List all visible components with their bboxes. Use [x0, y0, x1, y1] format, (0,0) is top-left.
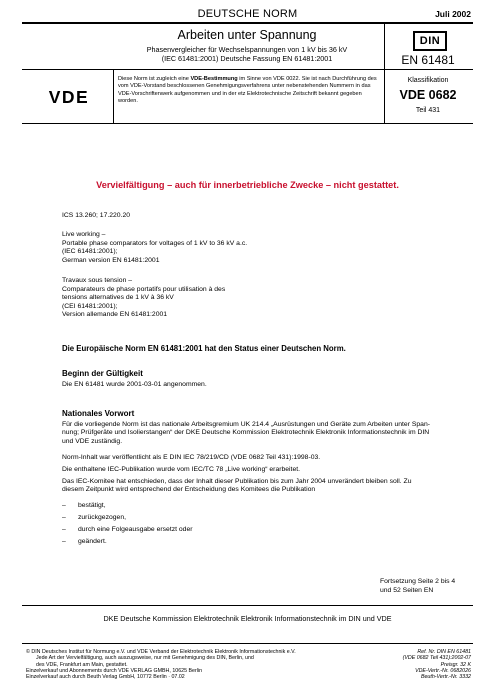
- bullet-text: durch eine Folgeausgabe ersetzt oder: [78, 526, 193, 533]
- french-line: Comparateurs de phase portatifs pour utilisation à des: [62, 285, 226, 293]
- bullet-dash: –: [62, 538, 66, 545]
- vorwort-paragraph-4: [62, 478, 457, 495]
- copyright-line: des VDE, Frankfurt am Main, gestattet.: [36, 661, 128, 668]
- vorwort-line: nung; Prüfgeräte und Isolierstangen“ der DKE Deutsche Kommission Elektrotechnik Elektronik Informationstechnik im DIN: [62, 429, 430, 437]
- french-line: (CEI 61481:2001);: [62, 302, 118, 310]
- din-standard-number: EN 61481: [401, 53, 455, 67]
- reference-line: (VDE 0682 Teil 431):2002-07: [402, 655, 471, 662]
- vorwort-paragraph-1: [62, 421, 457, 446]
- english-title-block: [62, 231, 442, 265]
- copyright-line: © DIN Deutsches Institut für Normung e.V. und VDE Verband der Elektrotechnik Elektronik Informationstechnik e.V.: [26, 649, 296, 655]
- reference-line: Beuth-Vertr.-Nr. 3332: [420, 674, 471, 681]
- reference-line: Preisgr. 32 K: [440, 661, 471, 668]
- header-rule-middle: [22, 69, 473, 70]
- vorwort-line: und VDE zuständig.: [62, 437, 123, 445]
- subtitle-line-1: Phasenvergleicher für Wechselspannungen von 1 kV bis 36 kV: [146, 45, 348, 54]
- list-item: [62, 502, 106, 509]
- vde-logo-divider: [113, 70, 114, 123]
- vde-notice-text: [118, 76, 383, 106]
- english-line: German version EN 61481:2001: [62, 256, 160, 264]
- reference-line: VDE-Vertr.-Nr. 0682026: [415, 667, 471, 674]
- subtitle-line-2: (IEC 61481:2001) Deutsche Fassung EN 61481:2001: [161, 54, 333, 64]
- french-line: Travaux sous tension –: [62, 277, 133, 284]
- vde-number: VDE 0682: [399, 88, 457, 102]
- bullet-text: bestätigt,: [78, 502, 106, 509]
- bullet-dash: –: [62, 502, 66, 509]
- list-item: [62, 526, 193, 533]
- list-item: [62, 514, 126, 521]
- vde-teil: Teil 431: [415, 107, 441, 114]
- bullet-text: zurückgezogen,: [78, 514, 126, 521]
- vde-notice-bold: VDE-Bestimmung: [190, 76, 238, 82]
- publication-date: Juli 2002: [435, 9, 471, 19]
- vde-notice-pre: Diese Norm ist zugleich eine: [118, 76, 191, 82]
- bullet-dash: –: [62, 514, 66, 521]
- continuation-note: [380, 577, 470, 595]
- vorwort-paragraph-2: Norm-Inhalt war veröffentlicht als E DIN IEC 78/219/CD (VDE 0682 Teil 431):1998-03.: [62, 454, 321, 461]
- dke-footer: DKE Deutsche Kommission Elektrotechnik Elektronik Informationstechnik im DIN und VDE: [103, 614, 392, 623]
- english-line: Live working –: [62, 231, 106, 238]
- continuation-line: und 52 Seiten EN: [380, 587, 434, 594]
- copyright-notice: [26, 649, 366, 680]
- continuation-line: Fortsetzung Seite 2 bis 4: [380, 578, 456, 585]
- french-line: tensions alternatives de 1 kV à 36 kV: [62, 294, 174, 302]
- footer-rule-bottom: [22, 643, 473, 644]
- french-title-block: [62, 277, 442, 320]
- vde-logo: VDE: [48, 87, 90, 107]
- copyright-line: Einzelverkauf auch durch Beuth Verlag GmbH, 10772 Berlin · 07.02: [26, 674, 185, 681]
- vde-notice-post: im Sinne von VDE 0022. Sie ist nach Durchführung des vom VDE-Vorstand beschlossenen Genehmigungsverfahrens unter nebenstehenden Nummern in das VDE-Vorschriftenwerk aufgenommen und in der etz Elektrotechnische Zeitschrift bekannt gegeben worden.: [118, 76, 377, 105]
- vorwort-line: diesem Zeitpunkt wird entsprechend der Entscheidung des Komitees die Publikation: [62, 486, 316, 494]
- reproduction-warning: Vervielfältigung – auch für innerbetriebliche Zwecke – nicht gestattet.: [96, 180, 399, 190]
- french-line: Version allemande EN 61481:2001: [62, 311, 168, 319]
- english-line: Portable phase comparators for voltages of 1 kV to 36 kV a.c.: [62, 239, 248, 247]
- klassifikation-label: Klassifikation: [407, 77, 449, 84]
- vorwort-line: Für die vorliegende Norm ist das nationale Arbeitsgremium UK 214.4 „Ausrüstungen und Geräte zum Arbeiten unter Span-: [62, 421, 430, 428]
- gueltigkeit-heading: Beginn der Gültigkeit: [62, 369, 143, 378]
- bullet-text: geändert.: [78, 538, 107, 545]
- vorwort-heading: Nationales Vorwort: [62, 409, 135, 418]
- status-statement: Die Europäische Norm EN 61481:2001 hat den Status einer Deutschen Norm.: [62, 344, 346, 353]
- list-item: [62, 538, 107, 545]
- gueltigkeit-text: Die EN 61481 wurde 2001-03-01 angenommen.: [62, 381, 207, 388]
- reference-line: Ref. Nr. DIN EN 61481: [417, 649, 471, 655]
- page-title: Arbeiten unter Spannung: [177, 28, 317, 42]
- vorwort-paragraph-3: Die enthaltene IEC-Publikation wurde vom IEC/TC 78 „Live working“ erarbeitet.: [62, 466, 300, 473]
- header-rule-top: [22, 22, 473, 24]
- footer-rule-top: [22, 605, 473, 606]
- norm-type-label: DEUTSCHE NORM: [197, 8, 298, 20]
- din-logo: DIN: [413, 31, 447, 51]
- reference-numbers: [331, 649, 471, 680]
- bullet-dash: –: [62, 526, 66, 533]
- vorwort-line: Das IEC-Komitee hat entschieden, dass der Inhalt dieser Publikation bis zum Jahr 2004 unverändert bleiben soll. Zu: [62, 478, 412, 485]
- english-line: (IEC 61481:2001);: [62, 248, 118, 256]
- header-rule-bottom: [22, 123, 473, 124]
- ics-codes: ICS 13.260; 17.220.20: [62, 212, 131, 219]
- page-subtitle: [113, 45, 381, 64]
- copyright-line: Jede Art der Vervielfältigung, auch auszugsweise, nur mit Genehmigung des DIN, Berlin, und: [36, 655, 254, 662]
- copyright-line: Einzelverkauf und Abonnements durch VDE VERLAG GMBH, 10625 Berlin: [26, 667, 203, 674]
